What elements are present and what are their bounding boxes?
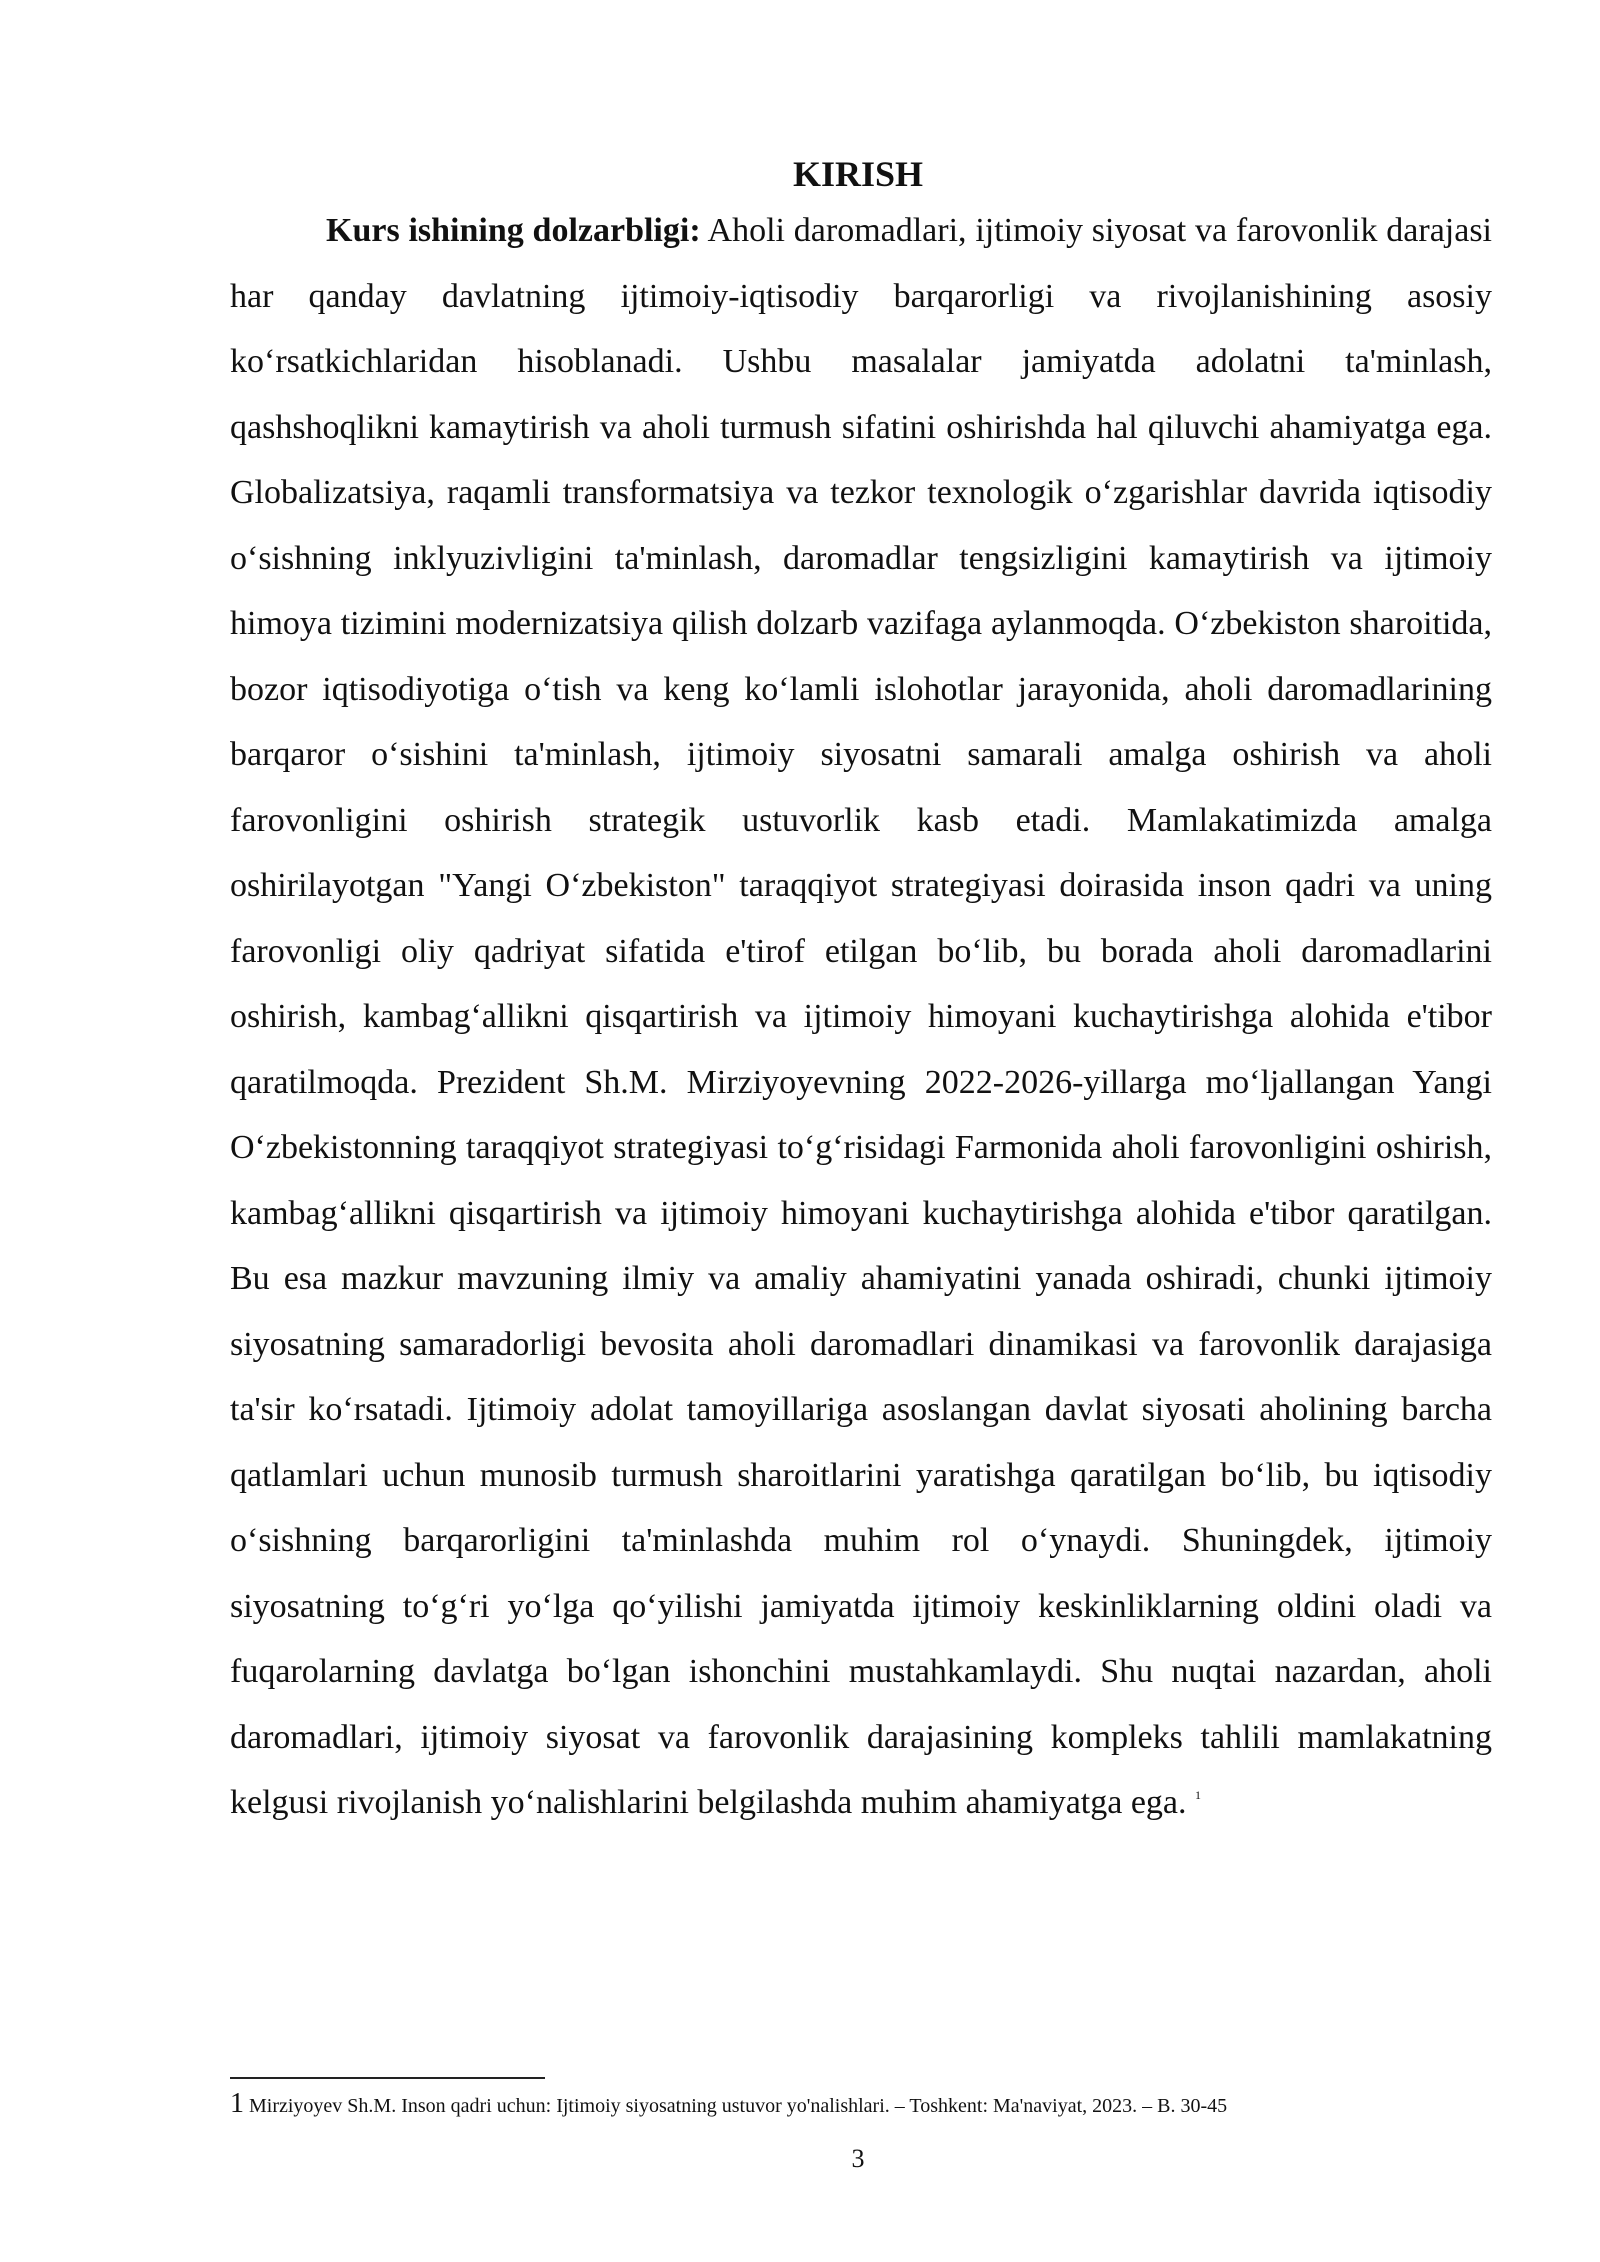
footnote-reference[interactable]: 1 [1195, 1788, 1201, 1802]
footnote-divider [230, 2077, 545, 2079]
section-heading: KIRISH [792, 154, 924, 194]
paragraph-text: Aholi daromadlari, ijtimoiy siyosat va farovonlik darajasi har qanday davlatning ijtimoiy-iqtisodiy barqarorligi va rivojlanishining asosiy koʻrsatkichlaridan hisoblanadi. Ushbu masalalar jamiyatda adolatni ta'minlash, qashshoqlikni kamaytirish va aholi turmush sifatini oshirishda hal qiluvchi ahamiyatga ega. Globalizatsiya, raqamli transformatsiya va tezkor texnologik oʻzgarishlar davrida iqtisodiy oʻsishning inklyuzivligini ta'minlash, daromadlar tengsizligini kamaytirish va ijtimoiy himoya tizimini modernizatsiya qilish dolzarb vazifaga aylanmoqda. Oʻzbekiston sharoitida, bozor iqtisodiyotiga oʻtish va keng koʻlamli islohotlar jarayonida, aholi daromadlarining barqaror oʻsishini ta'minlash, ijtimoiy siyosatni samarali amalga oshirish va aholi farovonligini oshirish strategik ustuvorlik kasb etadi. Mamlakatimizda amalga oshirilayotgan "Yangi Oʻzbekiston" taraqqiyot strategiyasi doirasida inson qadri va uning farovonligi oliy qadriyat sifatida e'tirof etilgan boʻlib, bu borada aholi daromadlarini oshirish, kambagʻallikni qisqartirish va ijtimoiy himoyani kuchaytirishga alohida e'tibor qaratilmoqda. Prezident Sh.M. Mirziyoyevning 2022-2026-yillarga moʻljallangan Yangi Oʻzbekistonning taraqqiyot strategiyasi toʻgʻrisidagi Farmonida aholi farovonligini oshirish, kambagʻallikni qisqartirish va ijtimoiy himoyani kuchaytirishga alohida e'tibor qaratilgan. Bu esa mazkur mavzuning ilmiy va amaliy ahamiyatini yanada oshiradi, chunki ijtimoiy siyosatning samaradorligi bevosita aholi daromadlari dinamikasi va farovonlik darajasiga ta'sir koʻrsatadi. Ijtimoiy adolat tamoyillariga asoslangan davlat siyosati aholining barcha qatlamlari uchun munosib turmush sharoitlarini yaratishga qaratilgan boʻlib, bu iqtisodiy oʻsishning barqarorligini ta'minlashda muhim rol oʻynaydi. Shuningdek, ijtimoiy siyosatning toʻgʻri yoʻlga qoʻyilishi jamiyatda ijtimoiy keskinliklarning oldini oladi va fuqarolarning davlatga boʻlgan ishonchini mustahkamlaydi. Shu nuqtai nazardan, aholi daromadlari, ijtimoiy siyosat va farovonlik darajasining kompleks tahlili mamlakatning kelgusi rivojlanish yoʻnalishlarini belgilashda muhim ahamiyatga ega. [230, 212, 1493, 1821]
footnote-number: 1 [230, 2088, 244, 2119]
footnote [230, 2090, 1492, 2120]
footnote-text: Mirziyoyev Sh.M. Inson qadri uchun: Ijtimoiy siyosatning ustuvor yo'nalishlari. – Toshkent: Ma'naviyat, 2023. – B. 30-45 [244, 2095, 1228, 2117]
lead-phrase: Kurs ishining dolzarbligi: [326, 212, 701, 249]
page-number: 3 [851, 2144, 865, 2173]
body-paragraph [230, 198, 1492, 1836]
